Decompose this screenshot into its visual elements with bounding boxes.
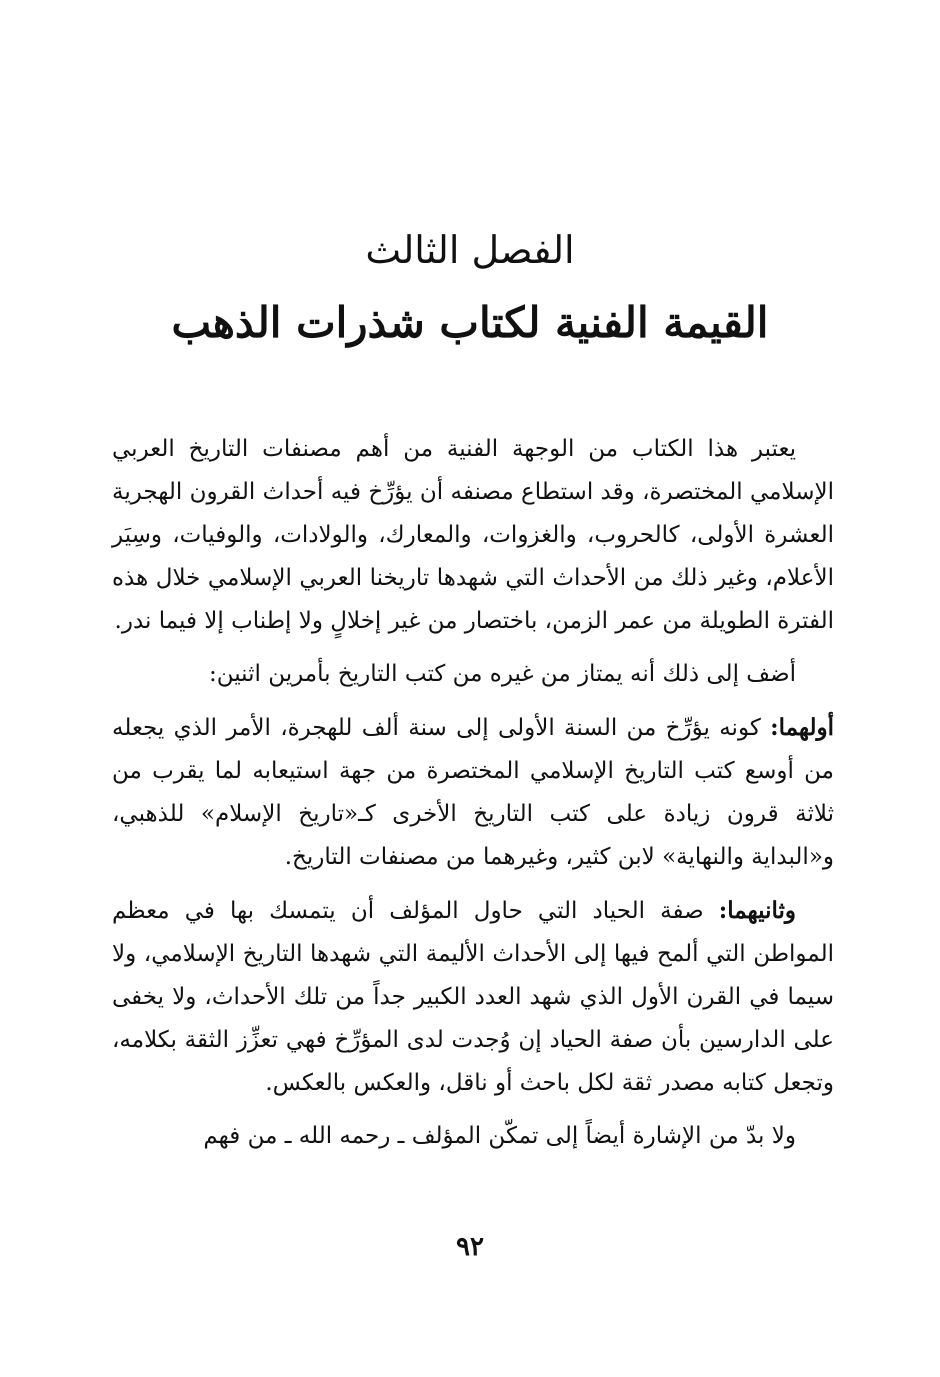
- paragraph-second-matter-lead: وثانيهما:: [718, 897, 796, 924]
- paragraph-two-matters-text: أضف إلى ذلك أنه يمتاز من غيره من كتب التاريخ بأمرين اثنين:: [208, 661, 796, 687]
- body-text: [112, 428, 834, 1168]
- paragraph-two-matters: [112, 653, 834, 696]
- chapter-heading: [0, 222, 940, 354]
- paragraph-second-matter: [112, 889, 834, 1105]
- paragraph-closing-text: ولا بدّ من الإشارة أيضاً إلى تمكّن المؤلف ـ رحمه الله ـ من فهم: [203, 1123, 796, 1149]
- paragraph-first-matter-text: كونه يؤرِّخ من السنة الأولى إلى سنة ألف للهجرة، الأمر الذي يجعله من أوسع كتب التاريخ الإسلامي المختصرة من جهة استيعابه لما يقرب من ثلاثة قرون زيادة على كتب التاريخ الأخرى كـ«تاريخ الإسلام» للذهبي، و«البداية والنهاية» لابن كثير، وغيرهما من مصنفات التاريخ.: [112, 715, 834, 870]
- paragraph-intro: [112, 428, 834, 643]
- paragraph-first-matter: [112, 706, 834, 879]
- paragraph-first-matter-lead: أولهما:: [770, 714, 834, 741]
- paragraph-intro-text: يعتبر هذا الكتاب من الوجهة الفنية من أهم مصنفات التاريخ العربي الإسلامي المختصرة، وقد استطاع مصنفه أن يؤرِّخ فيه أحداث القرون الهجرية العشرة الأولى، كالحروب، والغزوات، والمعارك، والولادات، والوفيات، وسِيَر الأعلام، وغير ذلك من الأحداث التي شهدها تاريخنا العربي الإسلامي خلال هذه الفترة الطويلة من عمر الزمن، باختصار من غير إخلالٍ ولا إطناب إلا فيما ندر.: [112, 436, 834, 634]
- chapter-title: القيمة الفنية لكتاب شذرات الذهب: [171, 298, 769, 347]
- paragraph-second-matter-text: صفة الحياد التي حاول المؤلف أن يتمسك بها في معظم المواطن التي ألمح فيها إلى الأحداث الأليمة التي شهدها التاريخ الإسلامي، ولا سيما في القرن الأول الذي شهد العدد الكبير جداً من تلك الأحداث، ولا يخفى على الدارسين بأن صفة الحياد إن وُجدت لدى المؤرِّخ فهي تعزِّز الثقة بكلامه، وتجعل كتابه مصدر ثقة لكل باحث أو ناقل، والعكس بالعكس.: [112, 898, 834, 1096]
- chapter-number: الفصل الثالث: [365, 228, 575, 272]
- page-number: ٩٢: [456, 1232, 484, 1262]
- paragraph-closing: [112, 1115, 834, 1158]
